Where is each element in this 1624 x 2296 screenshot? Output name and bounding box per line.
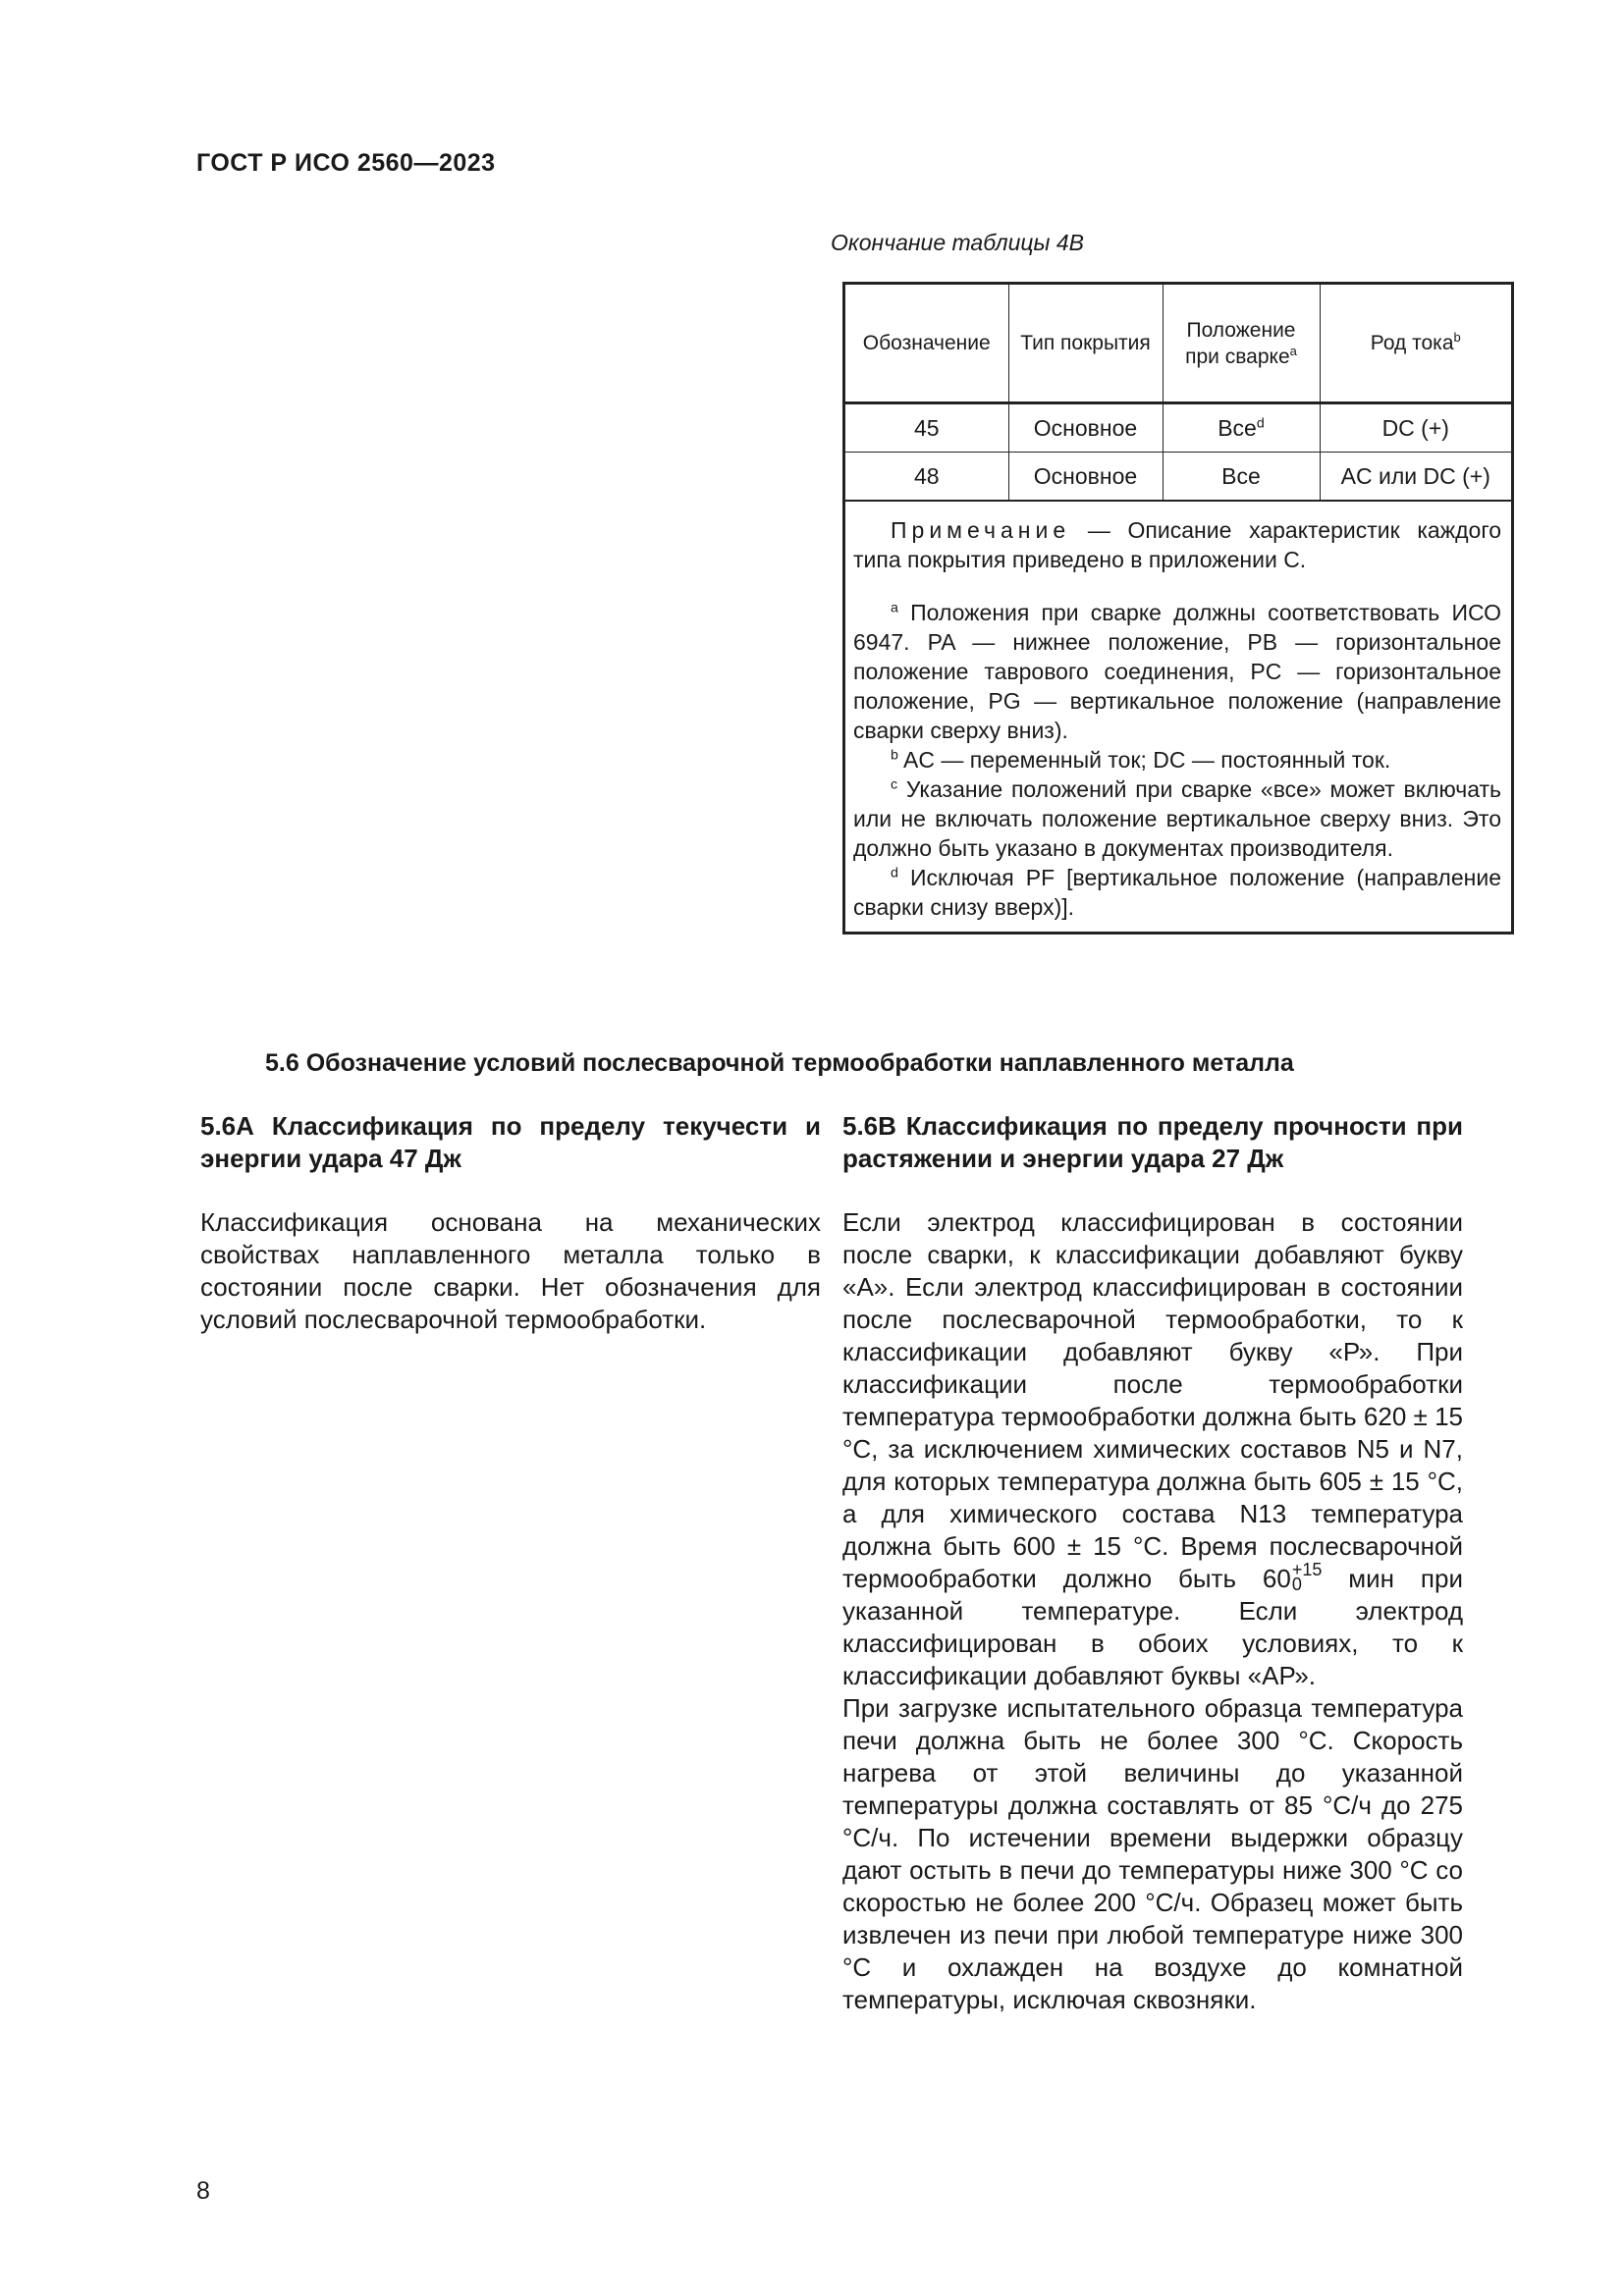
table-note: Примечание — Описание характеристик каждого типа покрытия приведено в приложении С. (853, 517, 1501, 572)
table-header-row (845, 285, 1511, 403)
column-5-6b (842, 1110, 1463, 2016)
footnote-c: $^c$ Указание положений при сварке «все» может включать или не включать положение вертикальное сверху вниз. Это должно быть указано в документах производителя. (853, 776, 1501, 861)
col-header-current: Род тока$^b$ (1320, 285, 1511, 403)
subsection-body-a: Классификация основана на механических свойствах наплавленного металла только в состоянии после сварки. Нет обозначения для условий послесварочной термообработки. (200, 1207, 821, 1334)
col-header-designation: Обозначение (845, 285, 1008, 403)
note-label: Примечание (891, 517, 1071, 543)
cell-current: DC (+) (1320, 403, 1511, 453)
footnote-d: $^d$ Исключая PF [вертикальное положение (направление сварки снизу вверх)]. (853, 865, 1501, 920)
subsection-body-b-1: Если электрод классифицирован в состоянии после сварки, к классификации добавляют букву «А». Если электрод классифицирован в состоянии после послесварочной термообработки, то к классификации добавляют букву «Р». При классификации после термообработки температура термообработки должна быть 620 ± 15 °С, за исключением химических составов N5 и N7, для которых температура должна быть 605 ± 15 °С, а для химического состава N13 температура должна быть 600 ± 15 °С. Время послесварочной термообработки должно быть 60 +15 0 мин при указанной температуре. Если электрод классифицирован в обоих условиях, то к классификации добавляют буквы «АР». (842, 1207, 1463, 1690)
column-5-6a (200, 1110, 821, 1336)
time-tolerance: 60 +15 0 (1262, 1560, 1323, 1594)
table-caption: Окончание таблицы 4В (831, 230, 1085, 255)
cell-position: Все$^d$ (1163, 403, 1320, 453)
cell-current: AC или DC (+) (1320, 453, 1511, 501)
table-row (845, 453, 1511, 501)
cell-position: Все (1163, 453, 1320, 501)
table-notes (845, 501, 1511, 932)
page-number: 8 (196, 2177, 210, 2205)
subsection-heading-b: 5.6В Классификация по пределу прочности при растяжении и энергии удара 27 Дж (842, 1111, 1463, 1173)
footnote-b: $^b$ AC — переменный ток; DC — постоянный ток. (891, 747, 1391, 773)
subsection-body-b-2: При загрузке испытательного образца температура печи должна быть не более 300 °С. Скорость нагрева от этой величины до указанной температуры должна составлять от 85 °С/ч до 275 °С/ч. По истечении времени выдержки образцу дают остыть в печи до температуры ниже 300 °С со скоростью не более 200 °С/ч. Образец может быть извлечен из печи при любой температуре ниже 300 °С и охлажден на воздухе до комнатной температуры, исключая сквозняки. (842, 1693, 1463, 2014)
cell-coating: Основное (1008, 403, 1163, 453)
col-header-coating: Тип покрытия (1008, 285, 1163, 403)
col-header-position: Положение при сварке$^a$ (1163, 285, 1320, 403)
subsection-heading-a: 5.6А Классификация по пределу текучести и энергии удара 47 Дж (200, 1111, 821, 1173)
table-row (845, 403, 1511, 453)
cell-coating: Основное (1008, 453, 1163, 501)
document-id: ГОСТ Р ИСО 2560—2023 (196, 149, 496, 177)
section-title: 5.6 Обозначение условий послесварочной термообработки наплавленного металла (265, 1049, 1294, 1077)
table-4b (842, 282, 1514, 934)
cell-designation: 45 (845, 403, 1008, 453)
footnote-a: $^a$ Положения при сварке должны соответствовать ИСО 6947. PA — нижнее положение, PB — горизонтальное положение таврового соединения, PC — горизонтальное положение, PG — вертикальное положение (направление сварки сверху вниз). (853, 600, 1501, 743)
cell-designation: 48 (845, 453, 1008, 501)
